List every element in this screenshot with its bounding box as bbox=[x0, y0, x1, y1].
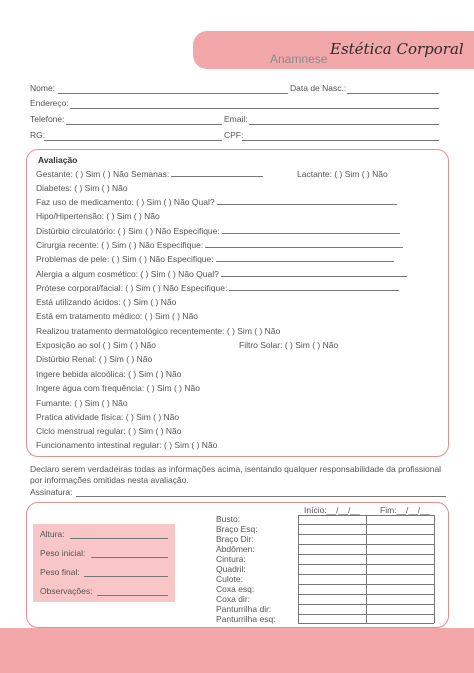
right-thigh-field[interactable] bbox=[298, 604, 434, 605]
left-arm-label: Braço Esq: bbox=[216, 524, 258, 534]
evaluation-title: Avaliação bbox=[38, 155, 78, 165]
address-label: Endereço: bbox=[30, 98, 69, 108]
bust-label: Busto: bbox=[216, 514, 241, 524]
page-title: Estética Corporal bbox=[330, 40, 464, 58]
signature-label: Assinatura: bbox=[30, 487, 73, 497]
eval-row-menstrual: Ciclo menstrual regular: ( ) Sim ( ) Não bbox=[36, 426, 182, 436]
right-arm-field[interactable] bbox=[298, 544, 434, 545]
eval-row-surgery: Cirurgia recente: ( ) Sim ( ) Não Especifique: bbox=[36, 240, 403, 250]
measure-grid-left bbox=[298, 515, 299, 623]
declaration-text: Declaro serem verdadeiras todas as informações acima, isentando qualquer responsabilidade da profissional por informações omitidas nesta avaliação. bbox=[30, 464, 442, 485]
name-field[interactable] bbox=[58, 93, 288, 94]
dob-field[interactable] bbox=[347, 93, 439, 94]
email-label: Email: bbox=[224, 114, 248, 124]
cpf-field[interactable] bbox=[242, 140, 439, 141]
culote-field[interactable] bbox=[298, 584, 434, 585]
left-thigh-field[interactable] bbox=[298, 594, 434, 595]
eval-row-prosthesis: Prótese corporal/facial: ( ) Sim ( ) Não Especifique: bbox=[36, 283, 399, 293]
phone-label: Telefone: bbox=[30, 114, 65, 124]
eval-row-exercise: Pratica atividade física: ( ) Sim ( ) Não bbox=[36, 412, 180, 422]
measure-grid-mid bbox=[366, 515, 367, 623]
eval-row-medical-treatment: Está em tratamento médico: ( ) Sim ( ) Não bbox=[36, 311, 199, 321]
phone-field[interactable] bbox=[66, 124, 222, 125]
measure-grid-right bbox=[434, 515, 435, 623]
eval-row-sunscreen: Filtro Solar: ( ) Sim ( ) Não bbox=[239, 340, 339, 350]
left-arm-field[interactable] bbox=[298, 534, 434, 535]
left-calf-field[interactable] bbox=[298, 623, 434, 624]
final-weight-label: Peso final: bbox=[40, 567, 80, 577]
cpf-label: CPF: bbox=[224, 130, 244, 140]
eval-row-medication: Faz uso de medicamento: ( ) Sim ( ) Não Qual? bbox=[36, 197, 397, 207]
address-field[interactable] bbox=[70, 108, 439, 109]
culote-label: Culote: bbox=[216, 574, 243, 584]
end-date-label: Fim:__/__/__ bbox=[380, 505, 430, 515]
height-label: Altura: bbox=[40, 529, 65, 539]
left-calf-label: Panturrilha esq: bbox=[216, 614, 276, 624]
rg-label: RG: bbox=[30, 130, 46, 140]
eval-row-water: Ingere água com frequência: ( ) Sim ( ) Não bbox=[36, 383, 200, 393]
abdomen-field[interactable] bbox=[298, 554, 434, 555]
eval-row-alcohol: Ingere bebida alcoólica: ( ) Sim ( ) Não bbox=[36, 369, 182, 379]
email-field[interactable] bbox=[249, 124, 439, 125]
eval-row-skin: Problemas de pele: ( ) Sim ( ) Não Especifique: bbox=[36, 254, 394, 264]
eval-row-intestinal: Funcionamento intestinal regular: ( ) Sim ( ) Não bbox=[36, 440, 218, 450]
eval-row-smoker: Fumante: ( ) Sim ( ) Não bbox=[36, 398, 128, 408]
signature-field[interactable] bbox=[76, 496, 446, 497]
eval-row-pregnant: Gestante: ( ) Sim ( ) Não Semanas: bbox=[36, 169, 263, 179]
footer-band bbox=[0, 628, 474, 673]
eval-row-acids: Está utilizando ácidos: ( ) Sim ( ) Não bbox=[36, 297, 177, 307]
eval-row-circulatory: Distúrbio circulatório: ( ) Sim ( ) Não Especifique: bbox=[36, 226, 400, 236]
hip-label: Quadril: bbox=[216, 564, 246, 574]
notes-field[interactable] bbox=[97, 595, 168, 596]
left-thigh-label: Coxa esq: bbox=[216, 584, 255, 594]
initial-weight-label: Peso inicial: bbox=[40, 548, 86, 558]
dob-label: Data de Nasc.: bbox=[290, 83, 347, 93]
eval-row-dermatological: Realizou tratamento dermatológico recentemente: ( ) Sim ( ) Não bbox=[36, 326, 281, 336]
right-calf-label: Panturrilha dir: bbox=[216, 604, 272, 614]
bust-field[interactable] bbox=[298, 524, 434, 525]
right-thigh-label: Coxa dir: bbox=[216, 594, 251, 604]
waist-field[interactable] bbox=[298, 564, 434, 565]
waist-label: Cintura: bbox=[216, 554, 246, 564]
name-label: Nome: bbox=[30, 83, 56, 93]
eval-row-diabetes: Diabetes: ( ) Sim ( ) Não bbox=[36, 183, 128, 193]
rg-field[interactable] bbox=[44, 140, 222, 141]
eval-row-sun-exposure: Exposição ao sol ( ) Sim ( ) Não bbox=[36, 340, 156, 350]
eval-row-lactating: Lactante: ( ) Sim ( ) Não bbox=[297, 169, 388, 179]
initial-weight-field[interactable] bbox=[91, 557, 168, 558]
abdomen-label: Abdômen: bbox=[216, 544, 255, 554]
height-field[interactable] bbox=[70, 538, 168, 539]
page-subtitle: Anamnese bbox=[270, 52, 328, 66]
right-calf-field[interactable] bbox=[298, 614, 434, 615]
start-date-label: Início:__/__/__ bbox=[304, 505, 360, 515]
eval-row-hypertension: Hipo/Hipertensão: ( ) Sim ( ) Não bbox=[36, 211, 160, 221]
eval-row-renal: Distúrbio Renal: ( ) Sim ( ) Não bbox=[36, 354, 153, 364]
final-weight-field[interactable] bbox=[84, 576, 168, 577]
eval-row-allergy: Alergia a algum cosmético: ( ) Sim ( ) Não Qual? bbox=[36, 269, 407, 279]
right-arm-label: Braço Dir: bbox=[216, 534, 254, 544]
hip-field[interactable] bbox=[298, 574, 434, 575]
notes-label: Observações: bbox=[40, 586, 93, 596]
